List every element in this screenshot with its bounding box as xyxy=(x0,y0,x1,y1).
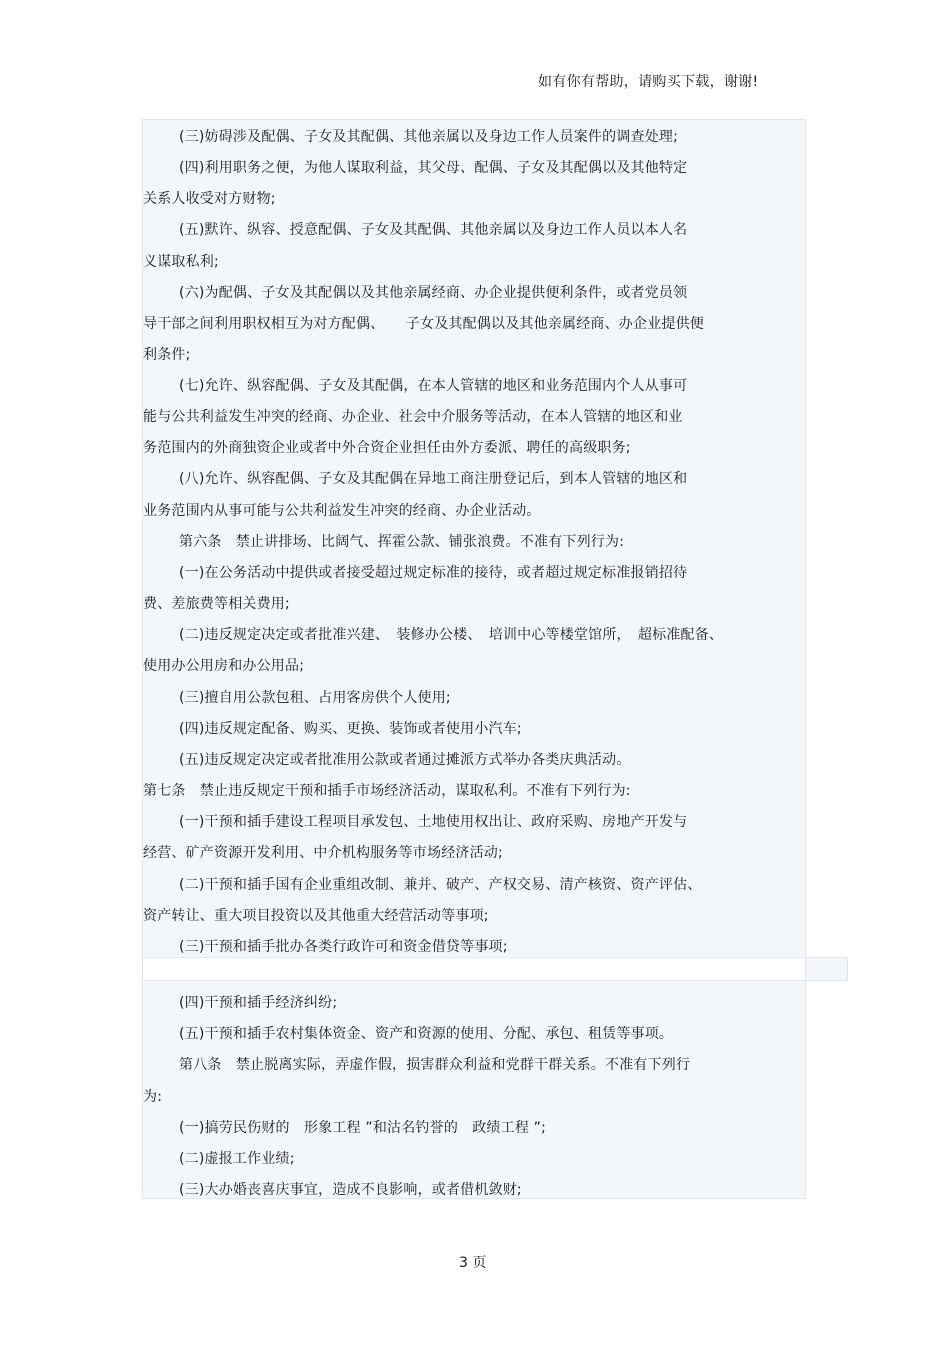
body-line: (三)擅自用公款包租、占用客房供个人使用; xyxy=(179,690,451,706)
body-line: 资产转让、重大项目投资以及其他重大经营活动等事项; xyxy=(143,908,489,924)
body-line: (四)利用职务之便，为他人谋取利益，其父母、配偶、子女及其配偶以及其他特定 xyxy=(179,160,688,176)
header-note: 如有你有帮助，请购买下载，谢谢! xyxy=(538,74,759,90)
body-line: 能与公共利益发生冲突的经商、办企业、社会中介服务等活动，在本人管辖的地区和业 xyxy=(143,409,683,425)
body-line: 为: xyxy=(143,1089,163,1105)
body-line: 关系人收受对方财物; xyxy=(143,191,276,207)
body-line: (一)干预和插手建设工程项目承发包、土地使用权出让、政府采购、房地产开发与 xyxy=(179,814,688,830)
body-line: (五)干预和插手农村集体资金、资产和资源的使用、分配、承包、租赁等事项。 xyxy=(179,1026,674,1042)
body-line: (三)妨碍涉及配偶、子女及其配偶、其他亲属以及身边工作人员案件的调查处理; xyxy=(179,129,679,145)
body-line: 利条件; xyxy=(143,347,191,363)
body-line: (七)允许、纵容配偶、子女及其配偶，在本人管辖的地区和业务范围内个人从事可 xyxy=(179,378,688,394)
body-line: (二)虚报工作业绩; xyxy=(179,1151,295,1167)
body-line: (二)违反规定决定或者批准兴建、 装修办公楼、 培训中心等楼堂馆所， 超标准配备、 xyxy=(179,627,724,643)
body-line: 业务范围内从事可能与公共利益发生冲突的经商、办企业活动。 xyxy=(143,503,541,519)
body-line: 义谋取私利; xyxy=(143,254,219,270)
body-line: 第七条 禁止违反规定干预和插手市场经济活动，谋取私利。不准有下列行为: xyxy=(143,783,631,799)
body-line: 费、差旅费等相关费用; xyxy=(143,596,290,612)
body-line: 使用办公用房和办公用品; xyxy=(143,658,305,674)
body-line: (六)为配偶、子女及其配偶以及其他亲属经商、办企业提供便利条件，或者党员领 xyxy=(179,285,688,301)
body-line: 经营、矿产资源开发利用、中介机构服务等市场经济活动; xyxy=(143,845,503,861)
body-line: (五)默许、纵容、授意配偶、子女及其配偶、其他亲属以及身边工作人员以本人名 xyxy=(179,222,688,238)
body-line: 务范围内的外商独资企业或者中外合资企业担任由外方委派、聘任的高级职务; xyxy=(143,440,631,456)
page-number: 3 页 xyxy=(459,1255,487,1271)
body-line: (五)违反规定决定或者批准用公款或者通过摊派方式举办各类庆典活动。 xyxy=(179,752,631,768)
body-line: 第六条 禁止讲排场、比阔气、挥霍公款、铺张浪费。不准有下列行为: xyxy=(179,534,625,550)
page-break-band xyxy=(143,957,805,981)
body-line: (四)干预和插手经济纠纷; xyxy=(179,995,338,1011)
body-line: 第八条 禁止脱离实际，弄虚作假，损害群众利益和党群干群关系。不准有下列行 xyxy=(179,1057,691,1073)
body-line: (三)干预和插手批办各类行政许可和资金借贷等事项; xyxy=(179,939,508,955)
body-line: (四)违反规定配备、购买、更换、装饰或者使用小汽车; xyxy=(179,721,522,737)
body-line: 导干部之间利用职权相互为对方配偶、 子女及其配偶以及其他亲属经商、办企业提供便 xyxy=(143,316,704,332)
body-line: (三)大办婚丧喜庆事宜，造成不良影响，或者借机敛财; xyxy=(179,1182,522,1198)
side-strip xyxy=(806,957,848,981)
body-line: (二)干预和插手国有企业重组改制、兼并、破产、产权交易、清产核资、资产评估、 xyxy=(179,877,702,893)
body-line: (八)允许、纵容配偶、子女及其配偶在异地工商注册登记后，到本人管辖的地区和 xyxy=(179,471,688,487)
body-line: (一)在公务活动中提供或者接受超过规定标准的接待，或者超过规定标准报销招待 xyxy=(179,565,688,581)
body-line: (一)搞劳民伤财的 形象工程 ”和沽名钓誉的 政绩工程 ”; xyxy=(179,1120,547,1136)
